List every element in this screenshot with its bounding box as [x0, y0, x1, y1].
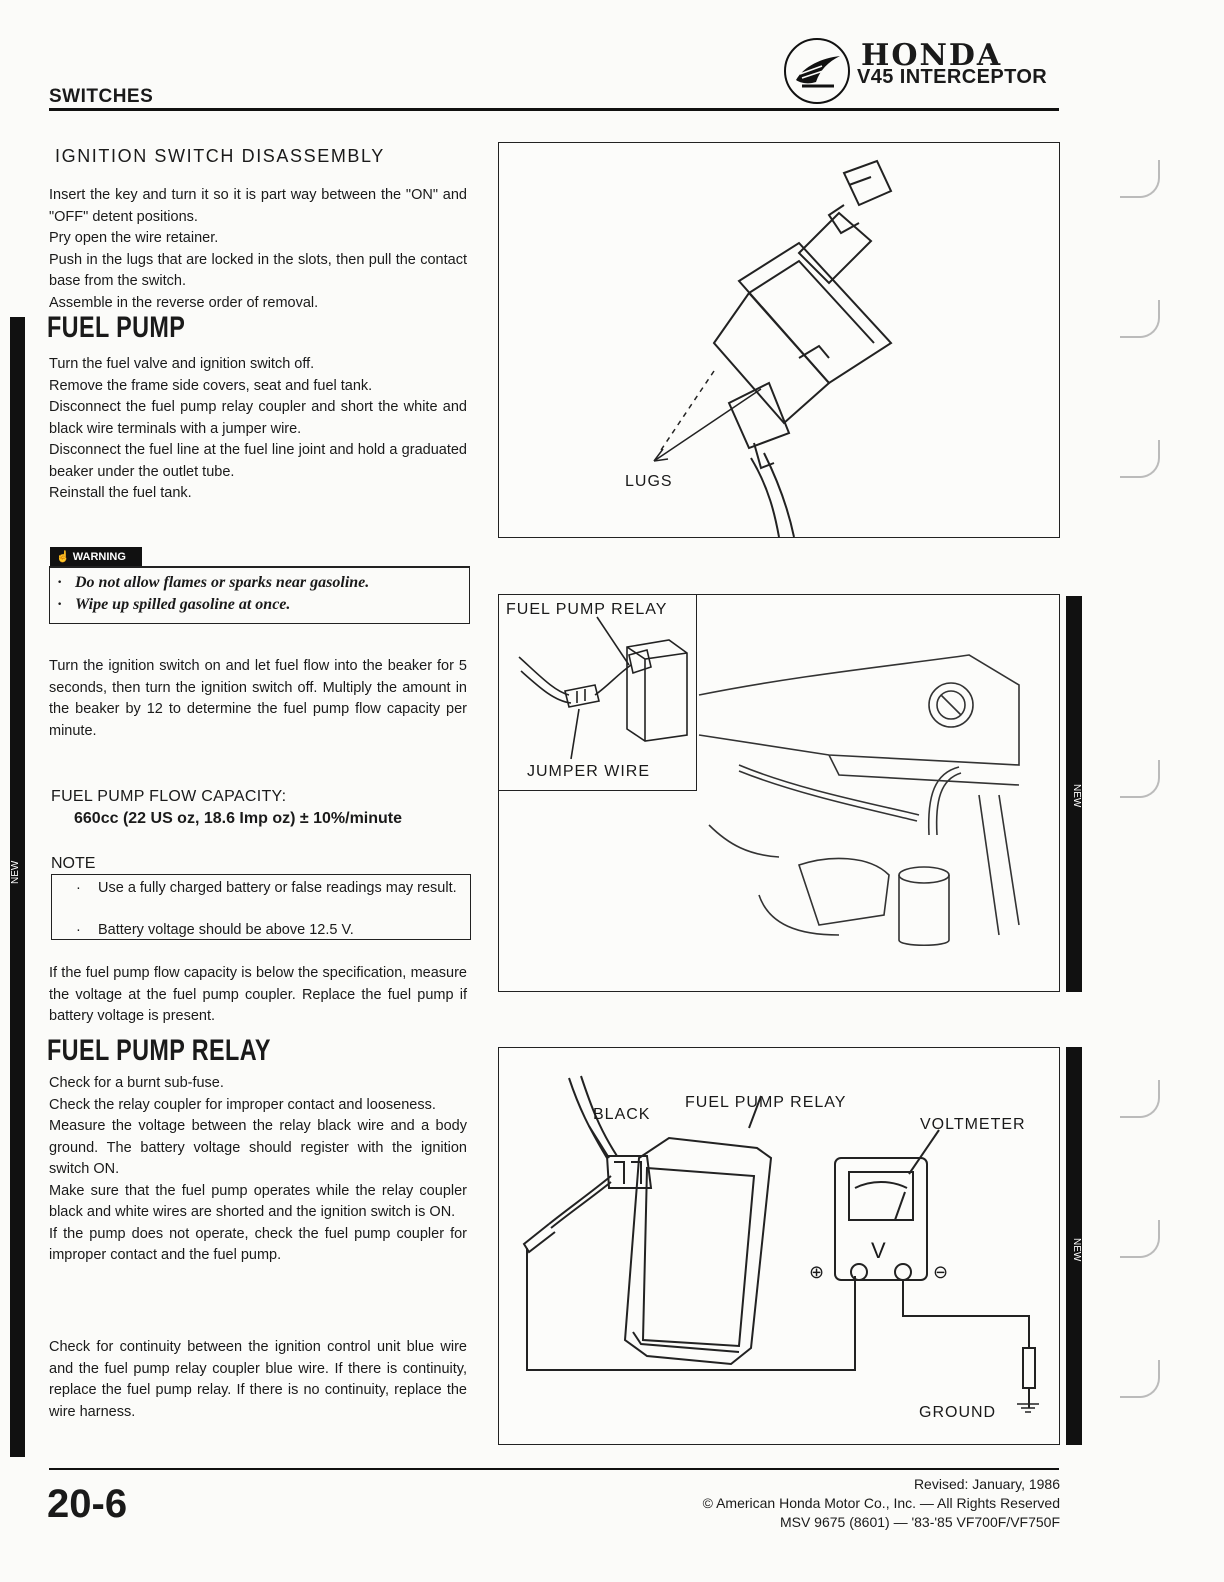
right-new-tag-2: NEW: [1071, 1238, 1082, 1262]
right-new-tag-1: NEW: [1071, 784, 1082, 808]
warning-item: · Do not allow flames or sparks near gasoline.: [57, 574, 370, 591]
note-item: · Use a fully charged battery or false readings may result.: [76, 880, 457, 896]
relay-label: FUEL PUMP RELAY: [506, 601, 668, 618]
relay-jumper-illustration: [499, 595, 695, 789]
note-text: Battery voltage should be above 12.5 V.: [98, 922, 354, 938]
ignition-steps: [49, 185, 467, 314]
spec-value: 660cc (22 US oz, 18.6 Imp oz) ± 10%/minute: [74, 810, 403, 827]
relay-step: If the pump does not operate, check the fuel pump coupler for improper contact and the fuel pump.: [49, 1225, 467, 1263]
warning-item: · Wipe up spilled gasoline at once.: [57, 596, 291, 613]
ignition-switch-figure: [498, 142, 1060, 538]
copyright-notice: © American Honda Motor Co., Inc. — All Rights Reserved: [702, 1495, 1060, 1511]
ignition-step: Push in the lugs that are locked in the slots, then pull the contact base from the switch.: [49, 251, 467, 289]
note-text: Use a fully charged battery or false readings may result.: [98, 880, 457, 896]
binder-hole-mark: [1120, 760, 1160, 798]
relay-step: Check the relay coupler for improper contact and looseness.: [49, 1096, 436, 1113]
relay-voltage-test-figure: [498, 1047, 1060, 1445]
negative-terminal-icon: ⊖: [933, 1262, 950, 1282]
relay-label-2: FUEL PUMP RELAY: [685, 1094, 847, 1111]
ignition-step: Assemble in the reverse order of removal.: [49, 294, 319, 311]
lugs-label: LUGS: [625, 473, 673, 490]
relay-step: Make sure that the fuel pump operates while the relay coupler black and white wires are shorted and the ignition switch is ON.: [49, 1182, 467, 1220]
binder-hole-mark: [1120, 300, 1160, 338]
fuel-pump-step: Turn the fuel valve and ignition switch off.: [49, 356, 315, 372]
brand-name: HONDA: [861, 38, 1003, 73]
ignition-step: Pry open the wire retainer.: [49, 230, 219, 246]
note-label: NOTE: [51, 855, 96, 872]
fuel-pump-step: Remove the frame side covers, seat and fuel tank.: [49, 377, 373, 394]
footer-rule: [49, 1468, 1059, 1470]
revised-date: Revised: January, 1986: [913, 1476, 1060, 1492]
binder-hole-mark: [1120, 160, 1160, 198]
ignition-step: Insert the key and turn it so it is part way between the "ON" and "OFF" detent positions.: [49, 187, 467, 225]
below-spec-text: If the fuel pump flow capacity is below the specification, measure the voltage at the fuel pump coupler. Replace the fuel pump if battery voltage is present.: [49, 965, 467, 1024]
warning-hand-icon: ☝: [56, 551, 70, 563]
black-wire-label: BLACK: [593, 1106, 651, 1123]
relay-inset: [499, 595, 697, 791]
flow-procedure: Turn the ignition switch on and let fuel flow into the beaker for 5 seconds, then turn the ignition switch off. Multiply the amount in the beaker by 12 to determine the fuel pump flow capacity per minute.: [49, 658, 467, 739]
warning-badge-label: WARNING: [72, 551, 126, 563]
fuel-pump-test-figure: [498, 594, 1060, 992]
binder-hole-mark: [1120, 1220, 1160, 1258]
voltmeter-v-mark: V: [871, 1238, 887, 1263]
relay-heading: FUEL PUMP RELAY: [47, 1034, 271, 1067]
fuel-pump-step: Disconnect the fuel pump relay coupler and short the white and black wire terminals with a jumper wire.: [49, 399, 467, 437]
brand-model: V45 INTERCEPTOR: [857, 66, 1048, 88]
binder-hole-mark: [1120, 1360, 1160, 1398]
header-rule: [49, 108, 1059, 111]
ignition-switch-illustration: [499, 143, 1059, 537]
voltmeter-label: VOLTMETER: [920, 1116, 1026, 1133]
warning-text: Wipe up spilled gasoline at once.: [75, 596, 291, 613]
note-item: · Battery voltage should be above 12.5 V.: [76, 922, 354, 938]
spec-label: FUEL PUMP FLOW CAPACITY:: [51, 788, 287, 805]
publication-code: MSV 9675 (8601) — '83-'85 VF700F/VF750F: [779, 1514, 1060, 1530]
relay-step: Check for a burnt sub-fuse.: [49, 1075, 224, 1091]
honda-wing-logo-icon: [782, 36, 852, 106]
continuity-text: Check for continuity between the ignition control unit blue wire and the fuel pump relay coupler blue wire. If there is continuity, replace the fuel pump relay. If there is no continuity, replace the wire harness.: [49, 1339, 467, 1420]
binder-hole-mark: [1120, 440, 1160, 478]
left-new-tag: NEW: [10, 860, 21, 884]
positive-terminal-icon: ⊕: [809, 1262, 826, 1282]
warning-text: Do not allow flames or sparks near gasoline.: [75, 574, 370, 591]
fuel-pump-step: Disconnect the fuel line at the fuel line joint and hold a graduated beaker under the outlet tube.: [49, 442, 467, 480]
relay-steps: [49, 1073, 467, 1267]
ignition-heading: IGNITION SWITCH DISASSEMBLY: [55, 146, 385, 166]
warning-badge: [50, 547, 142, 567]
binder-hole-mark: [1120, 1080, 1160, 1118]
section-title: SWITCHES: [49, 86, 154, 107]
jumper-wire-label: JUMPER WIRE: [527, 763, 650, 780]
fuel-pump-step: Reinstall the fuel tank.: [49, 485, 192, 501]
fuel-pump-heading: FUEL PUMP: [47, 311, 186, 344]
relay-step: Measure the voltage between the relay black wire and a body ground. The battery voltage should register with the ignition switch ON.: [49, 1118, 467, 1177]
page-number: 20-6: [47, 1482, 128, 1526]
ground-label: GROUND: [919, 1404, 997, 1421]
fuel-pump-steps: [49, 354, 467, 505]
